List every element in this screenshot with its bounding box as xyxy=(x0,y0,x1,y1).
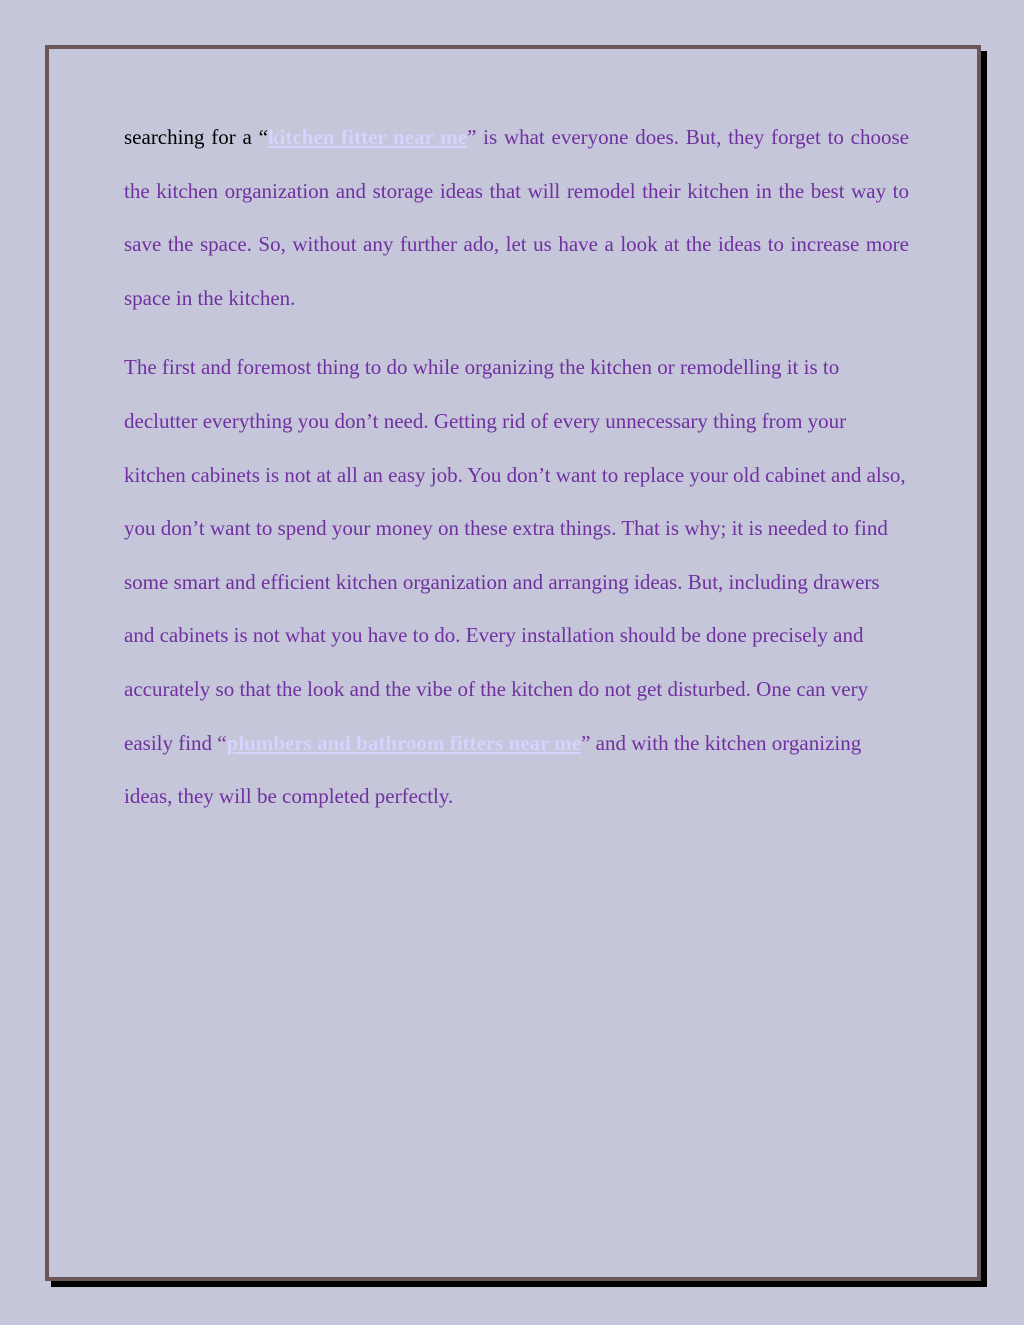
declutter-closing-text: ” and with the kitchen organizing ideas, they will be completed perfectly. xyxy=(124,730,862,809)
intro-body-text: ” is what everyone does. But, they forget to choose the kitchen organization and storage ideas that will remodel their kitchen in the best way to save the space. So, without any further ado, let us have a look at the ideas to increase more space in the kitchen. xyxy=(124,125,909,310)
paragraph-declutter xyxy=(124,341,909,823)
document-body xyxy=(124,111,909,824)
plumbers-bathroom-fitters-link[interactable]: plumbers and bathroom fitters near me xyxy=(226,730,582,755)
kitchen-fitter-link[interactable]: kitchen fitter near me xyxy=(267,125,468,149)
page-frame xyxy=(45,45,981,1281)
paragraph-intro xyxy=(124,111,909,325)
declutter-body-text: The first and foremost thing to do while organizing the kitchen or remodelling it is to declutter everything you don’t need. Getting rid of every unnecessary thing from your kitchen cabinets is not at all an easy job. You don’t want to replace your old cabinet and also, you don’t want to spend your money on these extra things. That is why; it is needed to find some smart and efficient kitchen organization and arranging ideas. But, including drawers and cabinets is not what you have to do. Every installation should be done precisely and accurately so that the look and the vibe of the kitchen do not get disturbed. One can very easily find “ xyxy=(124,355,906,755)
lead-text: searching for a “ xyxy=(124,125,268,149)
